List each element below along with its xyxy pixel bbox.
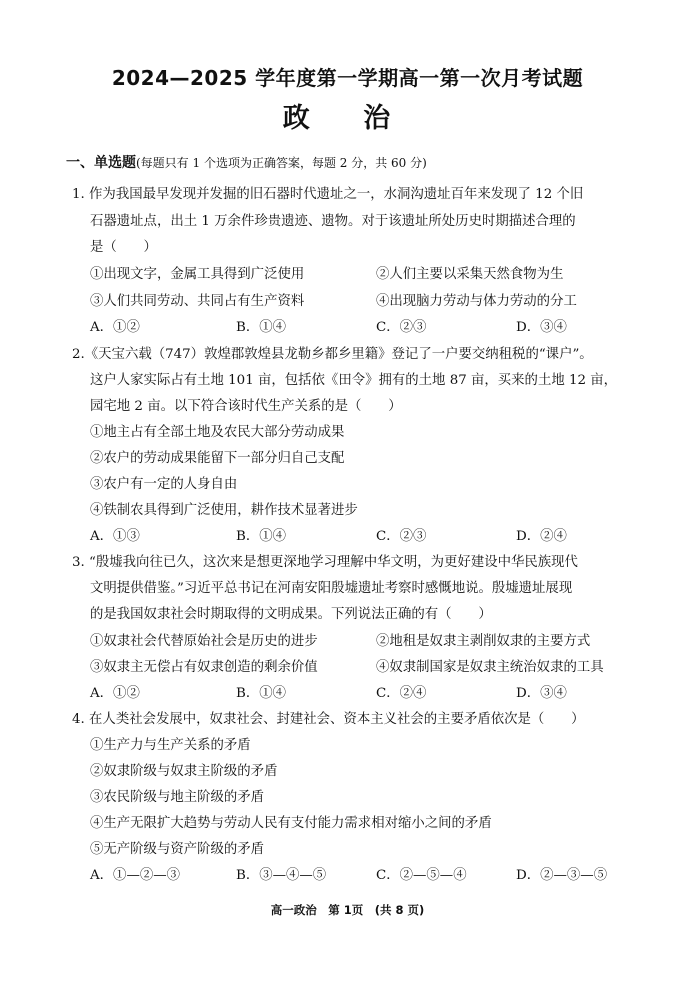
question-1-line-1: 1. 作为我国最早发现并发掘的旧石器时代遗址之一，水洞沟遗址百年来发现了 12 个旧 bbox=[72, 187, 584, 202]
question-1-statement-1: ①出现文字，金属工具得到广泛使用 bbox=[90, 267, 305, 282]
question-1-statement-4: ④出现脑力劳动与体力劳动的分工 bbox=[376, 294, 577, 309]
question-3-line-2: 文明提供借鉴。”习近平总书记在河南安阳殷墟遗址考察时感慨地说。殷墟遗址展现 bbox=[90, 581, 573, 596]
question-2-option-d[interactable]: D．②④ bbox=[516, 529, 567, 544]
question-4-statement-5: ⑤无产阶级与资产阶级的矛盾 bbox=[90, 842, 265, 857]
question-2-line-1: 2.《天宝六载（747）敦煌郡敦煌县龙勒乡都乡里籍》登记了一户要交纳租税的“课户”。 bbox=[72, 347, 593, 362]
question-3-statement-3: ③奴隶主无偿占有奴隶创造的剩余价值 bbox=[90, 660, 318, 675]
question-1-line-2: 石器遗址点，出土 1 万余件珍贵遗迹、遗物。对于该遗址所处历史时期描述合理的 bbox=[90, 214, 576, 229]
page-footer: 高一政治 第 1页 (共 8 页) bbox=[270, 903, 425, 917]
question-1-line-3: 是（ ） bbox=[90, 240, 157, 255]
question-4-option-d[interactable]: D．②—③—⑤ bbox=[516, 868, 608, 883]
question-3-option-a[interactable]: A．①② bbox=[90, 686, 140, 701]
question-4-option-c[interactable]: C．②—⑤—④ bbox=[376, 868, 467, 883]
question-2-statement-2: ②农户的劳动成果能留下一部分归自己支配 bbox=[90, 451, 345, 466]
question-1-option-b[interactable]: B．①④ bbox=[236, 320, 287, 335]
question-2-statement-4: ④铁制农具得到广泛使用，耕作技术显著进步 bbox=[90, 503, 358, 518]
question-2-statement-1: ①地主占有全部土地及农民大部分劳动成果 bbox=[90, 425, 345, 440]
question-2-option-b[interactable]: B．①④ bbox=[236, 529, 287, 544]
question-2-line-3: 园宅地 2 亩。以下符合该时代生产关系的是（ ） bbox=[90, 399, 402, 414]
section-header bbox=[66, 152, 427, 172]
question-2-statement-3: ③农户有一定的人身自由 bbox=[90, 477, 238, 492]
question-2-option-a[interactable]: A．①③ bbox=[90, 529, 140, 544]
question-4-statement-1: ①生产力与生产关系的矛盾 bbox=[90, 738, 251, 753]
question-4-line-1: 4. 在人类社会发展中，奴隶社会、封建社会、资本主义社会的主要矛盾依次是（ ） bbox=[72, 712, 585, 727]
section-heading: 一、单选题 bbox=[66, 155, 136, 171]
question-3-statement-1: ①奴隶社会代替原始社会是历史的进步 bbox=[90, 634, 318, 649]
question-1-statement-2: ②人们主要以采集天然食物为生 bbox=[376, 267, 564, 282]
subject-title: 政 治 bbox=[282, 103, 413, 134]
question-1-statement-3: ③人们共同劳动、共同占有生产资料 bbox=[90, 294, 305, 309]
question-4-statement-3: ③农民阶级与地主阶级的矛盾 bbox=[90, 790, 265, 805]
question-3-option-b[interactable]: B．①④ bbox=[236, 686, 287, 701]
question-3-option-d[interactable]: D．③④ bbox=[516, 686, 567, 701]
question-3-statement-2: ②地租是奴隶主剥削奴隶的主要方式 bbox=[376, 634, 591, 649]
section-note: (每题只有 1 个选项为正确答案，每题 2 分，共 60 分) bbox=[136, 156, 427, 170]
question-1-option-d[interactable]: D．③④ bbox=[516, 320, 567, 335]
question-3-line-3: 的是我国奴隶社会时期取得的文明成果。下列说法正确的有（ ） bbox=[90, 607, 492, 622]
question-3-option-c[interactable]: C．②④ bbox=[376, 686, 427, 701]
question-4-option-a[interactable]: A．①—②—③ bbox=[90, 868, 181, 883]
question-3-line-1: 3. “殷墟我向往已久，这次来是想更深地学习理解中华文明，为更好建设中华民族现代 bbox=[72, 555, 578, 570]
question-3-statement-4: ④奴隶制国家是奴隶主统治奴隶的工具 bbox=[376, 660, 604, 675]
exam-title: 2024—2025 学年度第一学期高一第一次月考试题 bbox=[111, 66, 584, 90]
question-4-statement-4: ④生产无限扩大趋势与劳动人民有支付能力需求相对缩小之间的矛盾 bbox=[90, 816, 492, 831]
question-2-option-c[interactable]: C．②③ bbox=[376, 529, 427, 544]
question-4-statement-2: ②奴隶阶级与奴隶主阶级的矛盾 bbox=[90, 764, 278, 779]
question-4-option-b[interactable]: B．③—④—⑤ bbox=[236, 868, 327, 883]
question-2-line-2: 这户人家实际占有土地 101 亩，包括依《田令》拥有的土地 87 亩，买来的土地 12 亩， bbox=[90, 373, 618, 388]
question-1-option-a[interactable]: A．①② bbox=[90, 320, 140, 335]
question-1-option-c[interactable]: C．②③ bbox=[376, 320, 427, 335]
